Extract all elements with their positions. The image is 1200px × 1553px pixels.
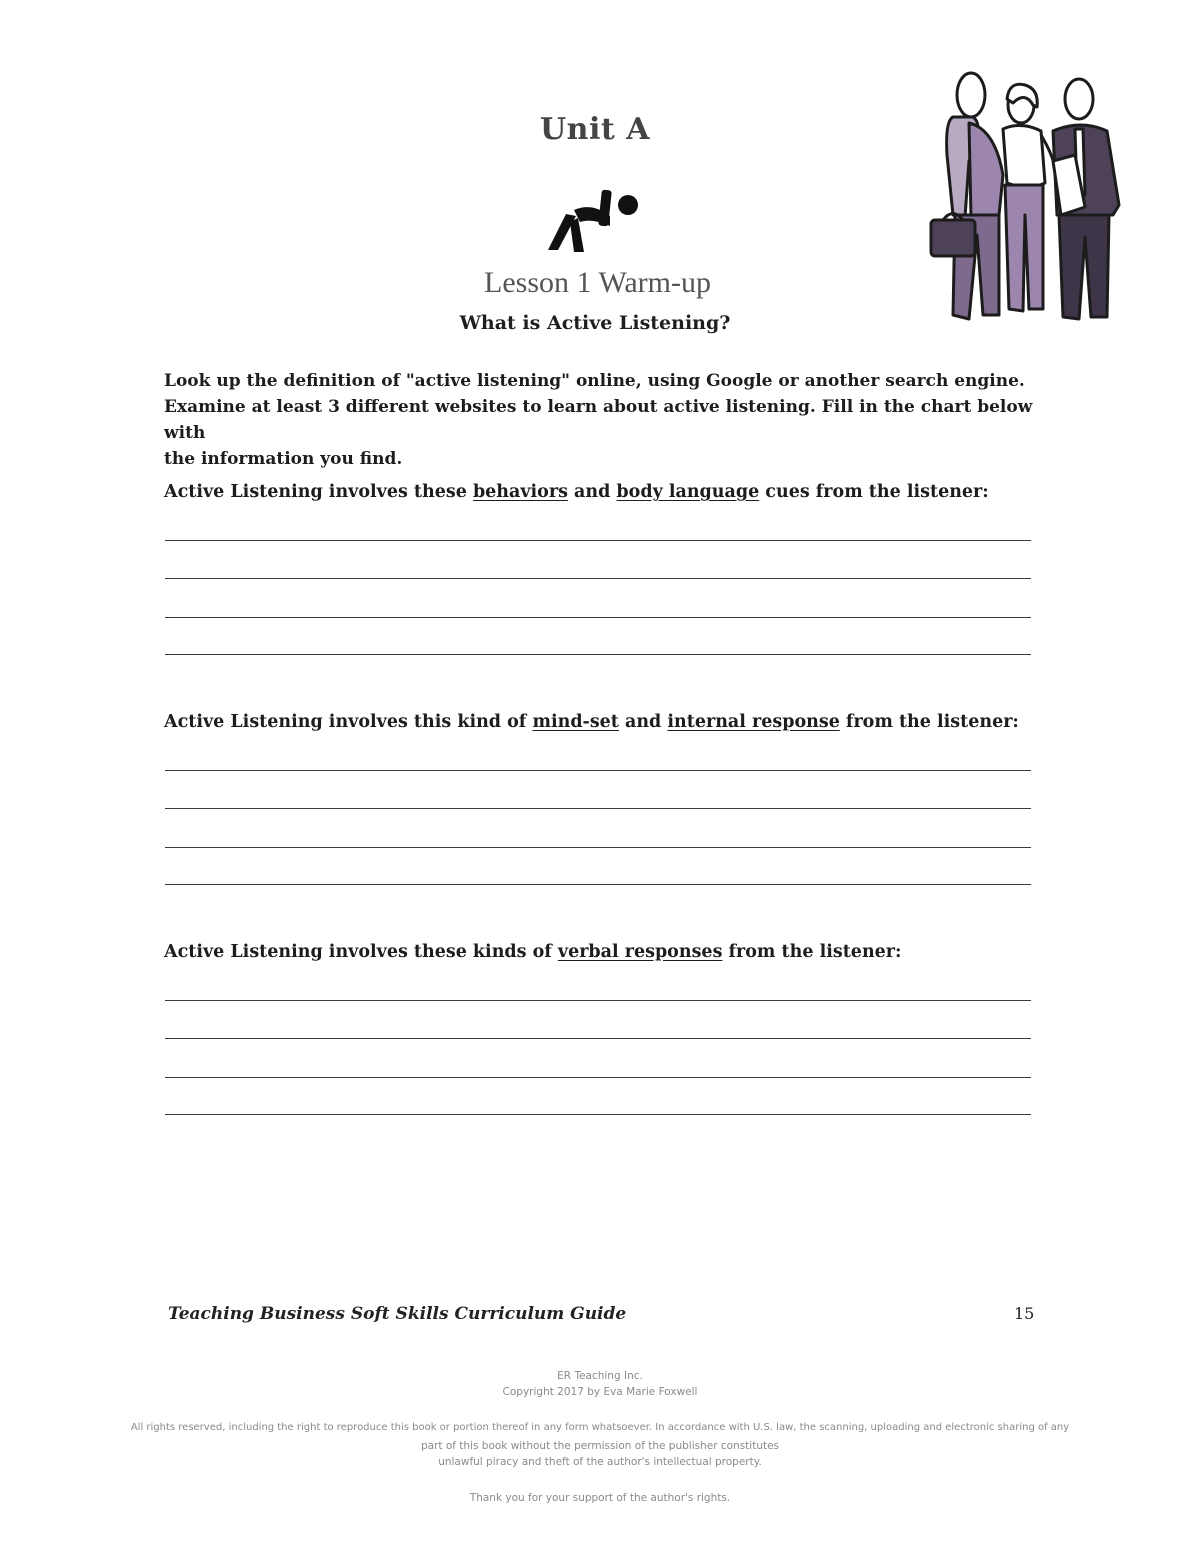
prompt-keyword: behaviors xyxy=(472,482,568,502)
person-stretching-icon xyxy=(544,188,644,258)
prompt-text: Active Listening involves these xyxy=(164,482,473,502)
answer-line[interactable] xyxy=(165,1077,1031,1078)
answer-line[interactable] xyxy=(165,578,1031,579)
thanks-notice: Thank you for your support of the author's rights. xyxy=(469,1492,731,1504)
instructions-emphasis: Examine at least 3 different websites to learn about active listening. xyxy=(164,397,816,417)
prompt-text: cues from the listener: xyxy=(759,482,989,502)
prompt-keyword: mind-set xyxy=(532,712,619,732)
answer-line[interactable] xyxy=(165,770,1031,771)
rights-notice-line-1: All rights reserved, including the right to reproduce this book or portion thereof in any form whatsoever. In accordance with U.S. law, the scanning, uploading and electronic sharing of any xyxy=(130,1422,1070,1433)
instructions-line-2 xyxy=(164,394,1044,446)
company-name: ER Teaching Inc. xyxy=(557,1370,643,1382)
prompt-verbal xyxy=(164,942,1044,962)
prompt-mindset xyxy=(164,712,1044,732)
instructions-line-1: Look up the definition of "active listening" online, using Google or another search engine. xyxy=(164,371,1025,391)
answer-line[interactable] xyxy=(165,617,1031,618)
answer-line[interactable] xyxy=(165,1000,1031,1001)
prompt-text: and xyxy=(567,482,617,502)
page-number: 15 xyxy=(1014,1304,1035,1323)
footer-title: Teaching Business Soft Skills Curriculum Guide xyxy=(168,1304,627,1324)
instructions xyxy=(164,368,1044,472)
prompt-keyword: verbal responses xyxy=(557,942,723,962)
prompt-keyword: body language xyxy=(616,482,760,502)
answer-line[interactable] xyxy=(165,1114,1031,1115)
answer-line[interactable] xyxy=(165,1038,1031,1039)
prompt-text: from the listener: xyxy=(722,942,902,962)
prompt-text: Active Listening involves these kinds of xyxy=(164,942,558,962)
prompt-keyword: internal response xyxy=(667,712,840,732)
lesson-title: Lesson 1 Warm-up xyxy=(484,266,711,299)
answer-line[interactable] xyxy=(165,808,1031,809)
instructions-line-3: the information you find. xyxy=(164,449,403,469)
rights-notice-line-3: unlawful piracy and theft of the author's intellectual property. xyxy=(438,1456,762,1468)
answer-line[interactable] xyxy=(165,847,1031,848)
copyright-notice: Copyright 2017 by Eva Marie Foxwell xyxy=(502,1386,698,1398)
rights-notice-line-2: part of this book without the permission of the publisher constitutes xyxy=(420,1440,780,1452)
prompt-text: and xyxy=(618,712,668,732)
instructions-line-2-rest: Fill in the chart below with xyxy=(164,397,1033,443)
answer-line[interactable] xyxy=(165,884,1031,885)
unit-title: Unit A xyxy=(540,112,650,147)
prompt-behaviors xyxy=(164,482,1044,502)
lesson-subtitle: What is Active Listening? xyxy=(459,312,731,334)
prompt-text: Active Listening involves this kind of xyxy=(164,712,533,732)
answer-line[interactable] xyxy=(165,540,1031,541)
answer-line[interactable] xyxy=(165,654,1031,655)
prompt-text: from the listener: xyxy=(839,712,1019,732)
business-people-illustration xyxy=(925,65,1140,330)
